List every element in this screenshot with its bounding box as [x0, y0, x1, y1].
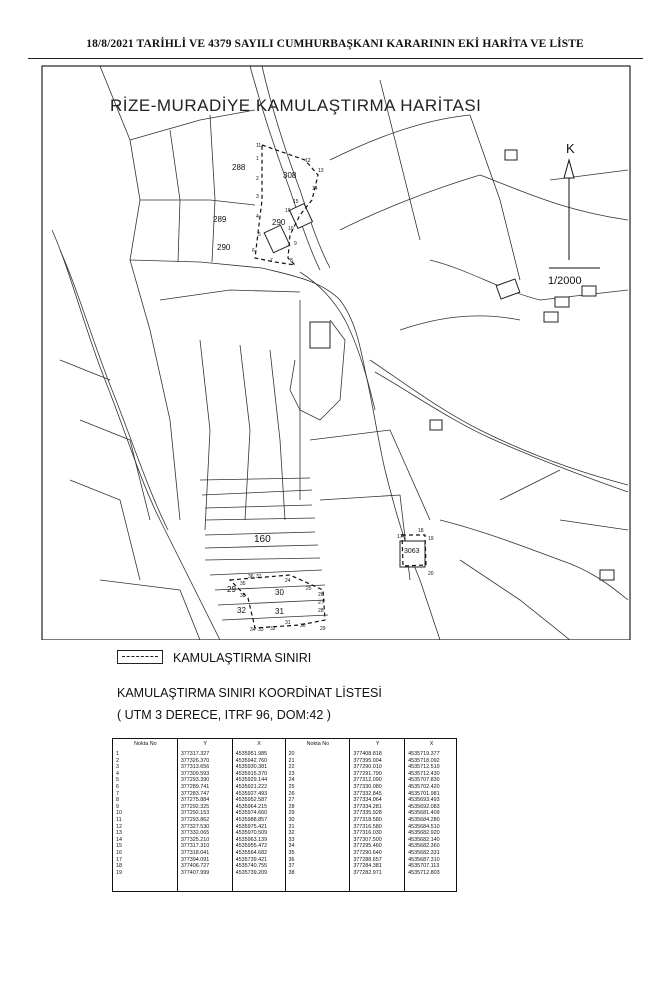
point-label: 36 [248, 574, 254, 580]
table-cell: 377316.030 [353, 830, 382, 837]
table-cell: 377288.657 [353, 856, 382, 863]
point-label: 28 [318, 608, 324, 614]
table-cell: 4535684.280 [408, 816, 440, 823]
table-cell: 3 [116, 764, 119, 771]
point-label: 12 [305, 158, 311, 164]
table-cell: 32 [288, 830, 295, 837]
point-label: 20 [428, 571, 434, 577]
table-cell: 4535927.493 [235, 790, 268, 797]
table-cell: 27 [288, 797, 295, 804]
table-cell: 31 [288, 823, 295, 830]
point-label: 34 [250, 627, 256, 633]
table-cell: 377326.370 [180, 757, 210, 764]
table-cell: 377309.593 [180, 770, 210, 777]
table-cell: 4535974.660 [235, 810, 268, 817]
table-cell: 2 [116, 757, 119, 764]
table-cell: 17 [116, 856, 122, 863]
parcel-label: 29 [227, 585, 236, 594]
table-cell: 26 [288, 790, 295, 797]
table-cell: 377312.090 [353, 777, 382, 784]
col-header-y: Y [203, 741, 208, 747]
table-cell: 4535930.381 [235, 764, 268, 771]
col-x [232, 739, 285, 891]
point-label: 1 [256, 156, 259, 162]
table-cell: 4535970.509 [235, 830, 268, 837]
col-y [349, 739, 404, 891]
table-cell: 377290.640 [353, 849, 382, 856]
table-cell: 33 [288, 836, 295, 843]
table-cell: 4535929.144 [235, 777, 268, 784]
table-cell: 4535740.755 [235, 863, 268, 870]
point-label: 32 [270, 626, 276, 632]
point-label: 2 [256, 176, 259, 182]
table-cell: 4535921.222 [235, 783, 268, 790]
table-cell: 377394.091 [180, 856, 210, 863]
map-frame [42, 66, 630, 640]
point-label: 14 [312, 186, 318, 192]
col-header-y: Y [375, 741, 380, 747]
road-east [370, 360, 628, 485]
table-cell: 4535712.430 [408, 770, 440, 777]
north-arrow-label: K [566, 141, 575, 156]
table-cell: 377395.004 [353, 757, 382, 764]
point-label: 33 [258, 627, 264, 633]
point-label: 30 [300, 623, 306, 629]
point-label: 4 [256, 214, 259, 220]
table-cell: 377332.065 [180, 830, 210, 837]
point-label: 25 [306, 586, 312, 592]
table-cell: 22 [288, 764, 295, 771]
coordinate-table-right [285, 739, 458, 891]
point-label: 37 [256, 574, 262, 580]
table-cell: 8 [116, 797, 119, 804]
table-cell: 15 [116, 843, 122, 850]
parcel-label: 290 [217, 243, 231, 252]
legend-dashed-line-icon [117, 650, 163, 664]
road-west-edge [60, 250, 168, 530]
table-cell: 4535915.370 [235, 770, 268, 777]
col-x [404, 739, 457, 891]
table-cell: 377289.741 [180, 783, 210, 790]
point-label: 10 [288, 226, 294, 232]
col-header-no: Nokta No [306, 741, 330, 747]
parcel-label: 308 [283, 171, 297, 180]
table-cell: 9 [116, 803, 119, 810]
table-cell: 23 [288, 770, 295, 777]
map-title: RİZE-MURADİYE KAMULAŞTIRMA HARİTASI [110, 96, 482, 115]
table-cell: 4535964.215 [235, 803, 268, 810]
table-cell: 377334.064 [353, 797, 382, 804]
coordinate-table-left [113, 739, 285, 891]
table-cell: 4535718.092 [408, 757, 440, 764]
table-cell: 4535963.139 [235, 836, 268, 843]
point-label: 6 [252, 248, 255, 254]
table-cell: 377406.727 [180, 863, 210, 870]
table-cell: 29 [288, 810, 295, 817]
table-cell: 12 [116, 823, 122, 830]
table-cell: 4535712.510 [408, 764, 440, 771]
table-cell: 13 [116, 830, 122, 837]
table-cell: 377283.747 [180, 790, 210, 797]
table-cell: 4 [116, 770, 119, 777]
table-cell: 21 [288, 757, 295, 764]
coordinate-list-subtitle: ( UTM 3 DERECE, ITRF 96, DOM:42 ) [117, 708, 331, 722]
table-cell: 377292.325 [180, 803, 210, 810]
table-cell: 38 [288, 869, 295, 876]
parcel-label: 288 [232, 163, 246, 172]
table-cell: 4535955.472 [235, 843, 268, 850]
point-label: 5 [258, 232, 261, 238]
point-label: 27 [318, 600, 324, 606]
table-cell: 36 [288, 856, 295, 863]
table-cell: 4535707.113 [408, 863, 440, 870]
table-cell: 7 [116, 790, 119, 797]
table-cell: 24 [288, 777, 295, 784]
col-point-no [113, 739, 177, 891]
table-cell: 14 [116, 836, 122, 843]
table-cell: 30 [288, 816, 295, 823]
point-label: 35 [240, 581, 246, 587]
table-cell: 377275.884 [180, 797, 210, 804]
point-label: 11 [256, 143, 262, 149]
table-cell: 4535701.981 [408, 790, 440, 797]
table-cell: 377407.999 [180, 869, 210, 876]
parcel-label: 31 [275, 607, 284, 616]
point-label: 13 [318, 168, 324, 174]
map-scale: 1/2000 [548, 275, 582, 287]
col-header-x: X [257, 741, 261, 747]
table-cell: 4535719.377 [408, 751, 440, 757]
table-cell: 377330.080 [353, 783, 382, 790]
table-cell: 4535682.140 [408, 836, 440, 843]
table-cell: 377292.153 [180, 810, 210, 817]
table-cell: 377284.381 [353, 863, 382, 870]
table-cell: 4535693.493 [408, 797, 440, 804]
table-cell: 19 [116, 869, 122, 876]
parcel-label: 160 [254, 534, 271, 545]
point-label: 7 [270, 258, 273, 264]
table-cell: 35 [288, 849, 295, 856]
table-cell: 377327.530 [180, 823, 210, 830]
table-cell: 11 [116, 816, 122, 823]
point-label: 19 [428, 536, 434, 542]
point-label: 31 [285, 620, 291, 626]
col-header-x: X [429, 741, 434, 747]
table-cell: 1 [116, 751, 119, 757]
table-cell: 377325.210 [180, 836, 210, 843]
table-cell: 4535702.420 [408, 783, 440, 790]
point-label: 29 [320, 626, 326, 632]
table-cell: 377317.327 [180, 751, 210, 757]
table-cell: 18 [116, 863, 122, 870]
table-cell: 34 [288, 843, 295, 850]
table-cell: 16 [116, 849, 122, 856]
point-label: 15 [293, 199, 299, 205]
point-label: 9 [294, 241, 297, 247]
road-west [52, 230, 220, 640]
table-cell: 377318.041 [180, 849, 210, 856]
table-cell: 4535988.857 [235, 816, 268, 823]
table-cell: 4535942.760 [235, 757, 268, 764]
table-cell: 4535975.421 [235, 823, 268, 830]
table-cell: 377335.928 [353, 810, 382, 817]
table-cell: 377282.971 [353, 869, 382, 876]
table-cell: 377293.390 [180, 777, 210, 784]
parcel-label: 3063 [404, 548, 420, 555]
table-cell: 377295.460 [353, 843, 382, 850]
table-cell: 377290.010 [353, 764, 382, 771]
table-cell: 4535952.587 [235, 797, 268, 804]
table-cell: 377332.845 [353, 790, 382, 797]
table-cell: 4535682.331 [408, 849, 440, 856]
col-y [177, 739, 232, 891]
table-cell: 4535712.803 [408, 869, 440, 876]
page-header: 18/8/2021 TARİHLİ VE 4379 SAYILI CUMHURBAŞKANI KARARININ EKİ HARİTA VE LİSTE [86, 38, 584, 50]
table-cell: 4535739.421 [235, 856, 268, 863]
table-cell: 377291.790 [353, 770, 382, 777]
table-cell: 377318.580 [353, 816, 382, 823]
table-cell: 377334.281 [353, 803, 382, 810]
table-cell: 377316.580 [353, 823, 382, 830]
table-cell: 377313.656 [180, 764, 210, 771]
coordinate-table [112, 738, 457, 892]
point-label: 24 [285, 578, 291, 584]
header-rule [28, 58, 643, 59]
table-cell: 4535682.920 [408, 830, 440, 837]
table-cell: 377293.862 [180, 816, 210, 823]
parcel-label: 30 [275, 588, 284, 597]
table-cell: 4535681.409 [408, 810, 440, 817]
table-cell: 4535682.360 [408, 843, 440, 850]
col-point-no [286, 739, 350, 891]
table-cell: 4535692.083 [408, 803, 440, 810]
table-cell: 37 [288, 863, 295, 870]
point-label: 3 [256, 194, 259, 200]
table-cell: 4535564.682 [235, 849, 268, 856]
table-cell: 4535951.985 [235, 751, 268, 757]
road-main [262, 268, 440, 640]
point-label: 16 [285, 208, 291, 214]
table-cell: 4535707.830 [408, 777, 440, 784]
coordinate-list-title: KAMULAŞTIRMA SINIRI KOORDİNAT LİSTESİ [117, 686, 382, 700]
col-header-no: Nokta No [134, 741, 157, 747]
point-label: 8 [290, 258, 293, 264]
parcel-label: 290 [272, 218, 286, 227]
table-cell: 4535687.310 [408, 856, 440, 863]
table-cell: 20 [288, 751, 295, 757]
parcel-label: 289 [213, 215, 227, 224]
table-cell: 25 [288, 783, 295, 790]
point-label: 17 [397, 534, 403, 540]
table-cell: 4535739.209 [235, 869, 268, 876]
table-cell: 4535684.510 [408, 823, 440, 830]
table-cell: 6 [116, 783, 119, 790]
point-label: 18 [418, 528, 424, 534]
point-label: 38 [240, 593, 246, 599]
table-cell: 28 [288, 803, 295, 810]
table-cell: 377408.818 [353, 751, 382, 757]
table-cell: 377317.310 [180, 843, 210, 850]
table-cell: 5 [116, 777, 119, 784]
legend-label: KAMULAŞTIRMA SINIRI [173, 651, 312, 665]
table-cell: 377307.500 [353, 836, 382, 843]
table-cell: 10 [116, 810, 122, 817]
point-label: 26 [318, 592, 324, 598]
parcel-label: 32 [237, 606, 246, 615]
